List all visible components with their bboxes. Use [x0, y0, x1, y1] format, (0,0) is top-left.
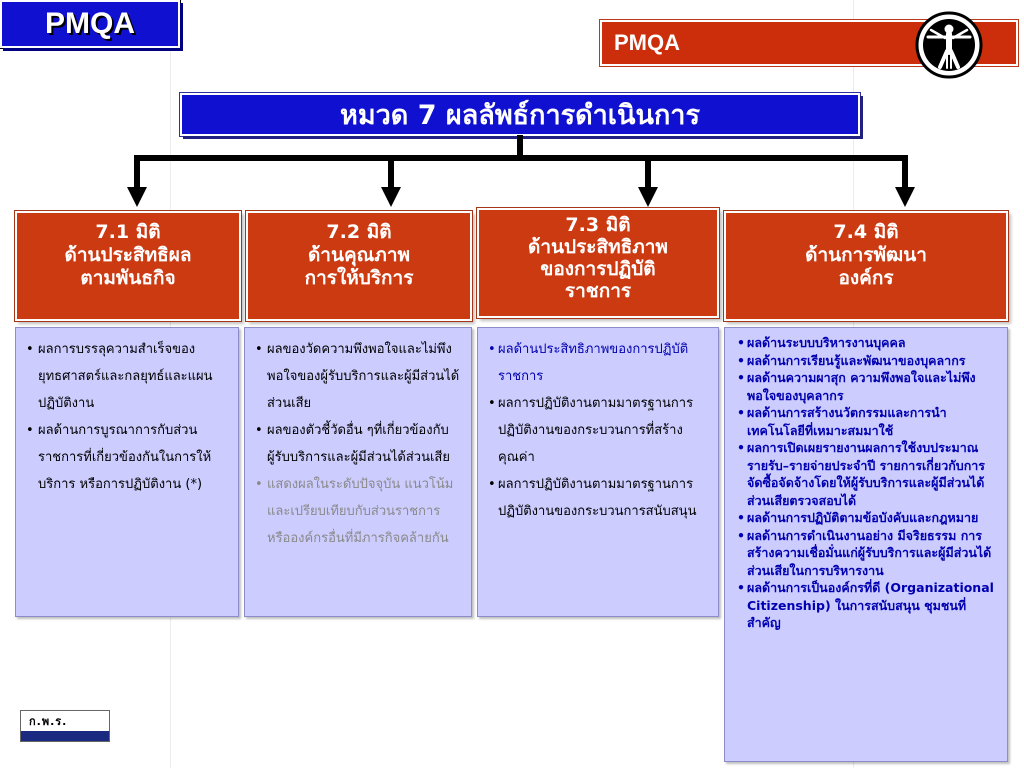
- dimension-7-1-line: ด้านประสิทธิผล: [64, 244, 192, 266]
- dimension-7-2-line: ด้านคุณภาพ: [307, 244, 411, 266]
- list-item: • ผลด้านการปฏิบัติตามข้อบังคับและกฎหมาย: [737, 509, 999, 527]
- list-item: • ผลของวัดความพึงพอใจและไม่พึงพอใจของผู้รับบริการและผู้มีส่วนได้ส่วนเสีย: [255, 336, 463, 417]
- list-item: • ผลด้านการเป็นองค์กรที่ดี (Organizational Citizenship) ในการสนับสนุน ชุมชนที่สำคัญ: [737, 579, 999, 632]
- list-item: • ผลด้านความผาสุก ความพึงพอใจและไม่พึงพอใจของบุคลากร: [737, 369, 999, 404]
- list-item: • ผลด้านระบบบริหารงานบุคคล: [737, 334, 999, 352]
- dimension-7-2: [246, 211, 472, 321]
- vitruvian-man-icon: [914, 10, 984, 80]
- list-item: • ผลด้านการสร้างนวัตกรรมและการนำเทคโนโลยีที่เหมาะสมมาใช้: [737, 404, 999, 439]
- main-title: หมวด 7 ผลลัพธ์การดำเนินการ: [180, 93, 860, 136]
- list-item: • ผลด้านการบูรณาการกับส่วนราชการที่เกี่ยวข้องกันในการให้บริการ หรือการปฏิบัติงาน (*): [26, 417, 230, 498]
- panel-7-2: [244, 327, 472, 617]
- dimension-7-3-line: ราชการ: [564, 280, 632, 302]
- panel-7-3: [477, 327, 719, 617]
- dimension-7-1-number: 7.1 มิติ: [95, 221, 161, 243]
- corner-title-tag: PMQA: [0, 0, 180, 48]
- dimension-7-4: [724, 211, 1008, 321]
- opdc-logo-stripe: [21, 731, 109, 741]
- dimension-7-3-line: ด้านประสิทธิภาพ: [528, 236, 668, 258]
- dimension-7-1-line: ตามพันธกิจ: [80, 267, 176, 289]
- header-title: PMQA: [614, 30, 680, 55]
- dimension-7-3-line: ของการปฏิบัติ: [540, 258, 656, 280]
- list-item: • ผลของตัวชี้วัดอื่น ๆที่เกี่ยวข้องกับผู้รับบริการและผู้มีส่วนได้ส่วนเสีย: [255, 417, 463, 471]
- opdc-logo-text: ก.พ.ร.: [29, 715, 68, 728]
- list-item: • ผลการปฏิบัติงานตามมาตรฐานการปฏิบัติงานของกระบวนการที่สร้างคุณค่า: [488, 390, 710, 471]
- list-item: • ผลด้านการดำเนินงานอย่าง มีจริยธรรม การสร้างความเชื่อมั่นแก่ผู้รับบริการและผู้มีส่วนได้ส่วนเสียในการบริหารงาน: [737, 527, 999, 580]
- connector-arrows: [0, 135, 1024, 215]
- dimension-7-1: [15, 211, 241, 321]
- panel-7-4: [724, 327, 1008, 762]
- list-item: • ผลด้านการเรียนรู้และพัฒนาของบุคลากร: [737, 352, 999, 370]
- dimension-7-4-line: องค์กร: [838, 267, 894, 289]
- list-item: • แสดงผลในระดับปัจจุบัน แนวโน้มและเปรียบเทียบกับส่วนราชการหรือองค์กรอื่นที่มีภารกิจคล้ายกัน: [255, 471, 463, 552]
- list-item: • ผลการปฏิบัติงานตามมาตรฐานการปฏิบัติงานของกระบวนการสนับสนุน: [488, 471, 710, 525]
- dimension-7-2-line: การให้บริการ: [304, 267, 414, 289]
- panel-7-1: [15, 327, 239, 617]
- list-item: • ผลด้านประสิทธิภาพของการปฏิบัติราชการ: [488, 336, 710, 390]
- opdc-logo: [20, 710, 110, 742]
- dimension-7-2-number: 7.2 มิติ: [326, 221, 392, 243]
- dimension-7-3: [477, 208, 719, 318]
- dimension-7-4-line: ด้านการพัฒนา: [805, 244, 927, 266]
- dimension-7-4-number: 7.4 มิติ: [833, 221, 899, 243]
- dimension-7-3-number: 7.3 มิติ: [565, 214, 631, 236]
- list-item: • ผลการเปิดเผยรายงานผลการใช้งบประมาณรายรับ–รายจ่ายประจำปี รายการเกี่ยวกับการจัดซื้อจัดจ้างโดยให้ผู้รับบริการและผู้มีส่วนได้ส่วนเสียตรวจสอบได้: [737, 439, 999, 509]
- list-item: • ผลการบรรลุความสำเร็จของยุทธศาสตร์และกลยุทธ์และแผนปฏิบัติงาน: [26, 336, 230, 417]
